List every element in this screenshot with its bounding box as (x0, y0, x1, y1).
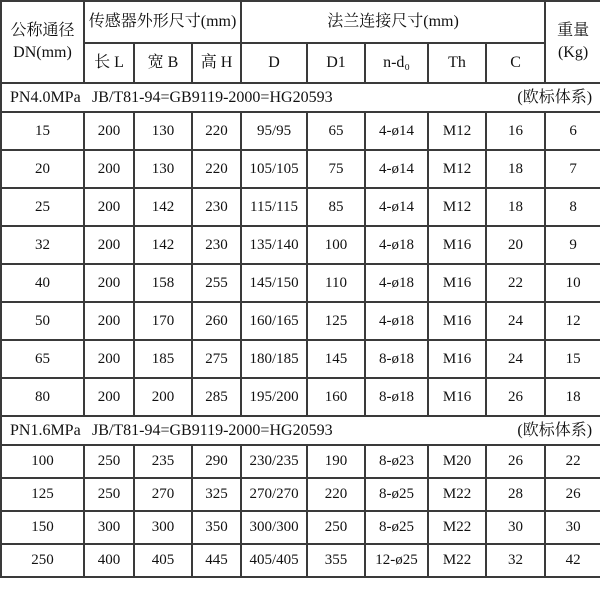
header-sensor-group: 传感器外形尺寸(mm) (84, 1, 241, 43)
table-cell: 230/235 (241, 445, 307, 478)
table-cell: 24 (486, 340, 545, 378)
table-row (1, 478, 600, 511)
table-cell: 26 (545, 478, 600, 511)
table-cell: 260 (192, 302, 241, 340)
table-cell: 8 (545, 188, 600, 226)
table-cell: 32 (1, 226, 84, 264)
table-body (1, 83, 600, 577)
table-cell: M16 (428, 302, 486, 340)
table-cell: 220 (307, 478, 365, 511)
table-cell: 28 (486, 478, 545, 511)
table-cell: 200 (84, 378, 134, 416)
table-row (1, 511, 600, 544)
header-col-nd0: n-d₀ (365, 43, 428, 83)
table-cell: 160/165 (241, 302, 307, 340)
header-flange-group: 法兰连接尺寸(mm) (241, 1, 545, 43)
table-cell: 190 (307, 445, 365, 478)
table-cell: 15 (545, 340, 600, 378)
table-cell: 85 (307, 188, 365, 226)
table-cell: 145/150 (241, 264, 307, 302)
table-cell: 18 (486, 188, 545, 226)
table-cell: 270 (134, 478, 192, 511)
table-cell: 200 (84, 226, 134, 264)
table-cell: 275 (192, 340, 241, 378)
table-cell: 135/140 (241, 226, 307, 264)
table-cell: 4-ø18 (365, 226, 428, 264)
table-cell: 9 (545, 226, 600, 264)
table-cell: 75 (307, 150, 365, 188)
table-cell: 40 (1, 264, 84, 302)
table-cell: M22 (428, 544, 486, 577)
table-cell: 200 (84, 112, 134, 150)
table-cell: M16 (428, 340, 486, 378)
table-cell: M12 (428, 112, 486, 150)
header-col-c: C (486, 43, 545, 83)
table-cell: 115/115 (241, 188, 307, 226)
table-cell: 22 (486, 264, 545, 302)
table-cell: 80 (1, 378, 84, 416)
table-cell: 26 (486, 378, 545, 416)
header-col-height: 高 H (192, 43, 241, 83)
table-cell: 200 (84, 150, 134, 188)
table-cell: 8-ø18 (365, 340, 428, 378)
table-cell: 95/95 (241, 112, 307, 150)
table-cell: 7 (545, 150, 600, 188)
header-col-d1: D1 (307, 43, 365, 83)
header-col-length: 长 L (84, 43, 134, 83)
table-cell: 150 (1, 511, 84, 544)
section-note-label: (欧标体系) (517, 88, 593, 106)
table-cell: 355 (307, 544, 365, 577)
table-cell: 32 (486, 544, 545, 577)
table-cell: 445 (192, 544, 241, 577)
table-cell: 160 (307, 378, 365, 416)
table-cell: 250 (1, 544, 84, 577)
table-cell: 110 (307, 264, 365, 302)
table-cell: 300 (84, 511, 134, 544)
table-cell: 400 (84, 544, 134, 577)
table-cell: 105/105 (241, 150, 307, 188)
header-dn (1, 1, 84, 83)
table-cell: M16 (428, 264, 486, 302)
table-cell: 290 (192, 445, 241, 478)
table-row (1, 340, 600, 378)
table-row (1, 112, 600, 150)
header-weight (545, 1, 600, 83)
header-dn-line2: DN(mm) (13, 44, 72, 61)
table-cell: 158 (134, 264, 192, 302)
table-cell: 30 (486, 511, 545, 544)
table-cell: 200 (134, 378, 192, 416)
table-cell: 125 (307, 302, 365, 340)
table-cell: 405 (134, 544, 192, 577)
table-cell: 405/405 (241, 544, 307, 577)
table-cell: 6 (545, 112, 600, 150)
table-cell: 220 (192, 150, 241, 188)
table-cell: 8-ø25 (365, 511, 428, 544)
table-cell: 145 (307, 340, 365, 378)
table-cell: 185 (134, 340, 192, 378)
table-cell: 285 (192, 378, 241, 416)
table-row (1, 544, 600, 577)
table-cell: 4-ø14 (365, 112, 428, 150)
table-cell: 142 (134, 226, 192, 264)
header-col-width: 宽 B (134, 43, 192, 83)
section-pn-label: PN1.6MPa (10, 421, 81, 439)
table-cell: 15 (1, 112, 84, 150)
section-header-row (1, 416, 600, 445)
table-cell: 8-ø25 (365, 478, 428, 511)
header-col-th: Th (428, 43, 486, 83)
table-row (1, 264, 600, 302)
table-cell: 235 (134, 445, 192, 478)
header-row-2 (1, 43, 600, 83)
table-cell: M22 (428, 478, 486, 511)
table-cell: 24 (486, 302, 545, 340)
table-cell: 50 (1, 302, 84, 340)
table-cell: 230 (192, 188, 241, 226)
table-cell: 4-ø14 (365, 188, 428, 226)
table-row (1, 302, 600, 340)
table-cell: 130 (134, 112, 192, 150)
table-cell: 142 (134, 188, 192, 226)
table-cell: 125 (1, 478, 84, 511)
table-cell: 230 (192, 226, 241, 264)
table-cell: 25 (1, 188, 84, 226)
table-cell: 325 (192, 478, 241, 511)
header-dn-line1: 公称通径 (10, 22, 75, 40)
table-cell: 180/185 (241, 340, 307, 378)
table-row (1, 226, 600, 264)
table-cell: 42 (545, 544, 600, 577)
table-row (1, 150, 600, 188)
table-cell: 195/200 (241, 378, 307, 416)
table-cell: 10 (545, 264, 600, 302)
table-cell: M16 (428, 378, 486, 416)
table-cell: 220 (192, 112, 241, 150)
table-cell: 200 (84, 188, 134, 226)
table-cell: 20 (486, 226, 545, 264)
table-cell: 4-ø18 (365, 302, 428, 340)
header-weight-line2: (Kg) (557, 44, 589, 61)
table-cell: 350 (192, 511, 241, 544)
table-cell: 8-ø23 (365, 445, 428, 478)
table-row (1, 188, 600, 226)
table-cell: 300/300 (241, 511, 307, 544)
section-header-cell (1, 83, 600, 112)
header-row-1 (1, 1, 600, 43)
table-cell: 100 (1, 445, 84, 478)
table-cell: 250 (84, 445, 134, 478)
table-cell: 20 (1, 150, 84, 188)
table-cell: M12 (428, 188, 486, 226)
table-cell: 30 (545, 511, 600, 544)
table-cell: 16 (486, 112, 545, 150)
table-cell: 65 (307, 112, 365, 150)
table-row (1, 378, 600, 416)
table-cell: M20 (428, 445, 486, 478)
table-cell: 270/270 (241, 478, 307, 511)
table-cell: 4-ø18 (365, 264, 428, 302)
table-cell: 18 (486, 150, 545, 188)
table-cell: 130 (134, 150, 192, 188)
table-cell: 18 (545, 378, 600, 416)
section-standard-label: JB/T81-94=GB9119-2000=HG20593 (92, 88, 333, 106)
section-note-label: (欧标体系) (517, 421, 593, 439)
table-cell: 200 (84, 302, 134, 340)
table-cell: 65 (1, 340, 84, 378)
section-header-row (1, 83, 600, 112)
table-cell: 300 (134, 511, 192, 544)
table-cell: 255 (192, 264, 241, 302)
table-cell: 100 (307, 226, 365, 264)
table-cell: 12 (545, 302, 600, 340)
section-header-cell (1, 416, 600, 445)
table-cell: 12-ø25 (365, 544, 428, 577)
table-cell: 250 (84, 478, 134, 511)
table-row (1, 445, 600, 478)
table-cell: 200 (84, 264, 134, 302)
header-col-d: D (241, 43, 307, 83)
table-cell: 8-ø18 (365, 378, 428, 416)
table-cell: M22 (428, 511, 486, 544)
table-cell: M12 (428, 150, 486, 188)
section-pn-label: PN4.0MPa (10, 88, 81, 106)
table-cell: 200 (84, 340, 134, 378)
table-cell: M16 (428, 226, 486, 264)
header-weight-line1: 重量 (557, 22, 590, 40)
section-standard-label: JB/T81-94=GB9119-2000=HG20593 (92, 421, 333, 439)
table-cell: 250 (307, 511, 365, 544)
table-cell: 170 (134, 302, 192, 340)
table-cell: 4-ø14 (365, 150, 428, 188)
table-cell: 22 (545, 445, 600, 478)
table-cell: 26 (486, 445, 545, 478)
